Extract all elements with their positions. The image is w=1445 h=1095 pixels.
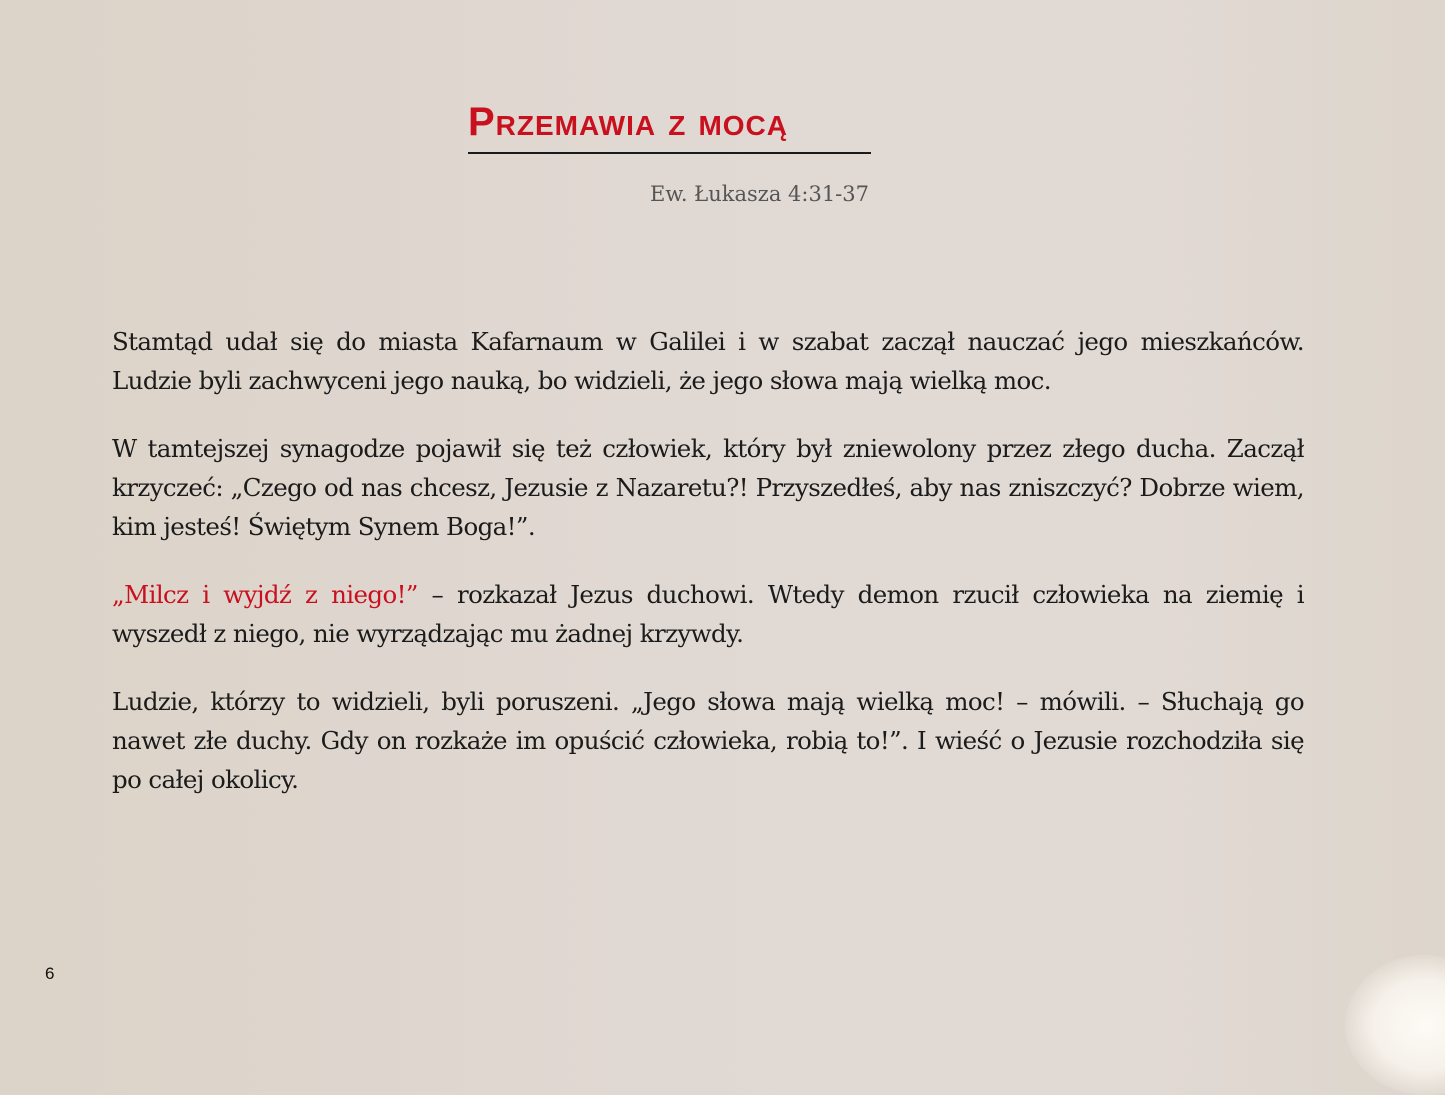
highlighted-quote: „Milcz i wyjdź z niego!” xyxy=(112,580,418,609)
page-number: 6 xyxy=(45,964,55,983)
corner-light-decoration xyxy=(1345,955,1445,1095)
paragraph-4: Ludzie, którzy to widzieli, byli poruszeni. „Jego słowa mają wielką moc! – mówili. – Słuchają go nawet złe duchy. Gdy on rozkaże im opuścić człowieka, robią to!”. I wieść o Jezusie rozchodziła się po całej okolicy. xyxy=(112,687,1304,794)
paragraph-2: W tamtejszej synagodze pojawił się też człowiek, który był zniewolony przez złego ducha. Zaczął krzyczeć: „Czego od nas chcesz, Jezusie z Nazaretu?! Przyszedłeś, aby nas zniszczyć? Dobrze wiem, kim jesteś! Świętym Synem Boga!”. xyxy=(112,434,1304,541)
paragraph-3-text: – rozkazał Jezus duchowi. Wtedy demon rzucił człowieka na ziemię i wyszedł z niego, nie wyrządzając mu żadnej krzywdy. xyxy=(112,580,1304,648)
page-title: Przemawia z mocą xyxy=(468,100,788,144)
paragraph-3 xyxy=(112,575,1304,653)
title-underline xyxy=(468,152,871,154)
title-block xyxy=(468,96,871,154)
paragraph-1: Stamtąd udał się do miasta Kafarnaum w Galilei i w szabat zaczął nauczać jego mieszkańców. Ludzie byli zachwyceni jego nauką, bo widzieli, że jego słowa mają wielką moc. xyxy=(112,327,1304,395)
scripture-reference: Ew. Łukasza 4:31-37 xyxy=(650,182,869,206)
body-text xyxy=(112,322,1304,828)
